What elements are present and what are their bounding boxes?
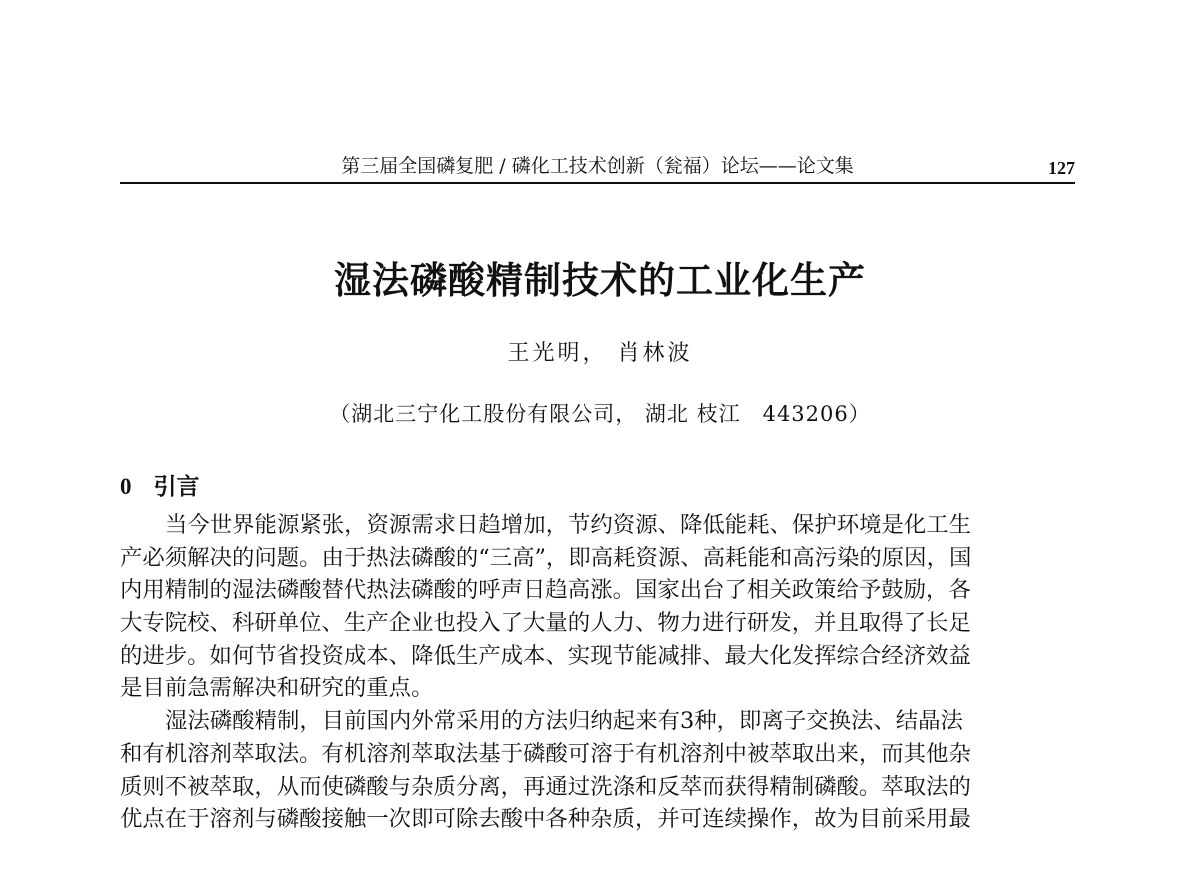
header-rule bbox=[120, 182, 1075, 184]
running-header-title: 第三届全国磷复肥 / 磷化工技术创新（瓮福）论坛——论文集 bbox=[341, 155, 854, 177]
paragraph-line: 当今世界能源紧张，资源需求日趋增加，节约资源、降低能耗、保护环境是化工生 bbox=[165, 512, 972, 538]
body-text bbox=[120, 509, 1075, 836]
paragraph-line: 和有机溶剂萃取法。有机溶剂萃取法基于磷酸可溶于有机溶剂中被萃取出来，而其他杂 bbox=[120, 740, 971, 767]
affiliation: （湖北三宁化工股份有限公司， 湖北 枝江 443206） bbox=[329, 402, 871, 426]
paragraph-line: 内用精制的湿法磷酸替代热法磷酸的呼声日趋高涨。国家出台了相关政策给予鼓励，各 bbox=[120, 577, 971, 604]
page-number: 127 bbox=[1048, 158, 1075, 178]
paragraph-line: 湿法磷酸精制，目前国内外常采用的方法归纳起来有3种，即离子交换法、结晶法 bbox=[165, 708, 963, 735]
paragraph-line: 大专院校、科研单位、生产企业也投入了大量的人力、物力进行研发，并且取得了长足 bbox=[120, 610, 971, 637]
paragraph-line: 优点在于溶剂与磷酸接触一次即可除去酸中各种杂质，并可连续操作，故为目前采用最 bbox=[120, 806, 971, 833]
paragraph bbox=[120, 705, 1075, 836]
section-title: 引言 bbox=[153, 474, 200, 500]
paragraph bbox=[120, 509, 1075, 705]
authors: 王光明， 肖林波 bbox=[507, 341, 693, 366]
paragraph-line: 产必须解决的问题。由于热法磷酸的“三高”，即高耗资源、高耗能和高污染的原因，国 bbox=[120, 544, 972, 571]
paper-title: 湿法磷酸精制技术的工业化生产 bbox=[334, 259, 866, 302]
paragraph-line: 是目前急需解决和研究的重点。 bbox=[120, 675, 434, 702]
paragraph-line: 质则不被萃取，从而使磷酸与杂质分离，再通过洗涤和反萃而获得精制磷酸。萃取法的 bbox=[120, 773, 971, 800]
section-number: 0 bbox=[120, 474, 132, 499]
running-header bbox=[120, 152, 1075, 180]
section-heading bbox=[120, 470, 200, 504]
paragraph-line: 的进步。如何节省投资成本、降低生产成本、实现节能减排、最大化发挥综合经济效益 bbox=[120, 642, 971, 669]
